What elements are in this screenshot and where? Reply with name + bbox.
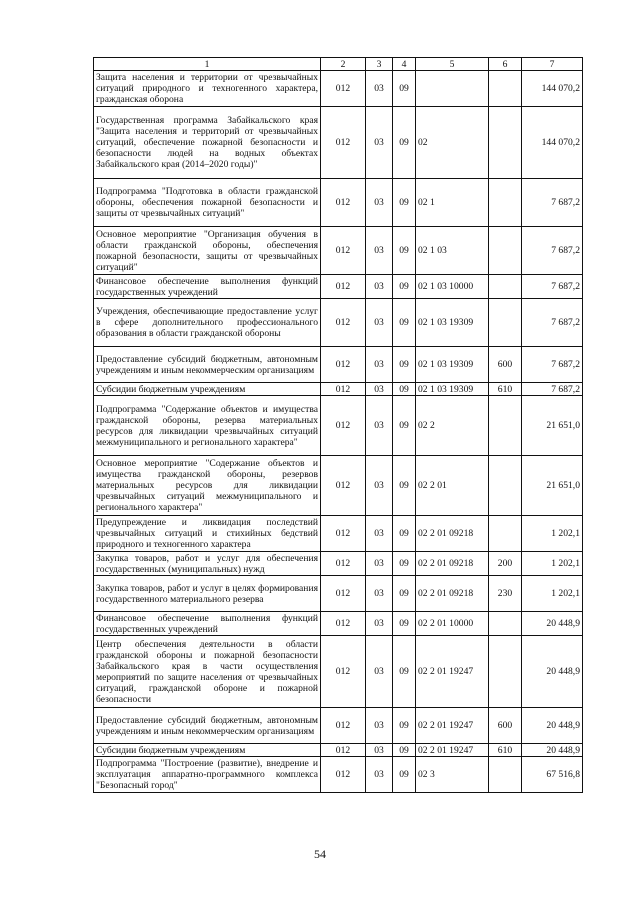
table-row xyxy=(94,275,583,299)
table-row xyxy=(94,636,583,708)
subsection-code: 09 xyxy=(393,275,416,299)
table-row xyxy=(94,179,583,227)
target-article-code: 02 1 03 19309 xyxy=(416,383,489,396)
row-name: Основное мероприятие "Организация обучения в области гражданской обороны, обеспечения пожарной безопасности, защиты от чрезвычайных ситуаций" xyxy=(94,227,321,275)
ministry-code: 012 xyxy=(321,576,366,612)
ministry-code: 012 xyxy=(321,107,366,179)
section-code: 03 xyxy=(366,576,393,612)
row-name: Субсидии бюджетным учреждениям xyxy=(94,383,321,396)
section-code: 03 xyxy=(366,456,393,516)
section-code: 03 xyxy=(366,107,393,179)
table-row xyxy=(94,576,583,612)
table-row xyxy=(94,107,583,179)
target-article-code: 02 2 01 10000 xyxy=(416,612,489,636)
table-row xyxy=(94,612,583,636)
amount: 21 651,0 xyxy=(522,456,583,516)
subsection-code: 09 xyxy=(393,179,416,227)
expense-type-code xyxy=(489,456,522,516)
table-row xyxy=(94,757,583,793)
subsection-code: 09 xyxy=(393,576,416,612)
amount: 7 687,2 xyxy=(522,383,583,396)
section-code: 03 xyxy=(366,71,393,107)
target-article-code: 02 2 01 09218 xyxy=(416,576,489,612)
expense-type-code xyxy=(489,612,522,636)
amount: 1 202,1 xyxy=(522,552,583,576)
amount: 20 448,9 xyxy=(522,708,583,744)
section-code: 03 xyxy=(366,275,393,299)
expense-type-code xyxy=(489,71,522,107)
ministry-code: 012 xyxy=(321,347,366,383)
ministry-code: 012 xyxy=(321,612,366,636)
ministry-code: 012 xyxy=(321,636,366,708)
target-article-code: 02 2 01 xyxy=(416,456,489,516)
budget-table xyxy=(93,57,583,793)
subsection-code: 09 xyxy=(393,552,416,576)
subsection-code: 09 xyxy=(393,516,416,552)
expense-type-code xyxy=(489,227,522,275)
column-header: 4 xyxy=(393,58,416,71)
table-row xyxy=(94,396,583,456)
column-header: 6 xyxy=(489,58,522,71)
target-article-code: 02 2 01 19247 xyxy=(416,708,489,744)
amount: 20 448,9 xyxy=(522,744,583,757)
expense-type-code xyxy=(489,179,522,227)
ministry-code: 012 xyxy=(321,757,366,793)
expense-type-code: 200 xyxy=(489,552,522,576)
amount: 1 202,1 xyxy=(522,576,583,612)
amount: 144 070,2 xyxy=(522,107,583,179)
section-code: 03 xyxy=(366,552,393,576)
amount: 144 070,2 xyxy=(522,71,583,107)
row-name: Подпрограмма "Подготовка в области гражданской обороны, обеспечения пожарной безопасности и защиты от чрезвычайных ситуаций" xyxy=(94,179,321,227)
amount: 7 687,2 xyxy=(522,179,583,227)
section-code: 03 xyxy=(366,227,393,275)
row-name: Государственная программа Забайкальского края "Защита населения и территорий от чрезвычайных ситуаций, обеспечение пожарной безопасности и безопасности людей на водных объектах Забайкальского края (2014–2020 годы)" xyxy=(94,107,321,179)
row-name: Основное мероприятие "Содержание объектов и имущества гражданской обороны, резервов материальных ресурсов для ликвидации чрезвычайных ситуаций межмуниципального и регионального характера" xyxy=(94,456,321,516)
amount: 21 651,0 xyxy=(522,396,583,456)
page-number: 54 xyxy=(314,847,326,861)
expense-type-code: 600 xyxy=(489,347,522,383)
ministry-code: 012 xyxy=(321,516,366,552)
subsection-code: 09 xyxy=(393,636,416,708)
expense-type-code xyxy=(489,516,522,552)
target-article-code: 02 3 xyxy=(416,757,489,793)
expense-type-code: 610 xyxy=(489,744,522,757)
target-article-code: 02 1 03 xyxy=(416,227,489,275)
subsection-code: 09 xyxy=(393,299,416,347)
ministry-code: 012 xyxy=(321,383,366,396)
target-article-code: 02 2 01 09218 xyxy=(416,552,489,576)
ministry-code: 012 xyxy=(321,71,366,107)
subsection-code: 09 xyxy=(393,612,416,636)
table-row xyxy=(94,71,583,107)
amount: 1 202,1 xyxy=(522,516,583,552)
header-row xyxy=(94,58,583,71)
target-article-code: 02 xyxy=(416,107,489,179)
section-code: 03 xyxy=(366,516,393,552)
ministry-code: 012 xyxy=(321,456,366,516)
row-name: Финансовое обеспечение выполнения функций государственных учреждений xyxy=(94,612,321,636)
target-article-code xyxy=(416,71,489,107)
section-code: 03 xyxy=(366,744,393,757)
amount: 20 448,9 xyxy=(522,612,583,636)
target-article-code: 02 1 03 19309 xyxy=(416,299,489,347)
section-code: 03 xyxy=(366,396,393,456)
target-article-code: 02 2 xyxy=(416,396,489,456)
table-row xyxy=(94,708,583,744)
ministry-code: 012 xyxy=(321,552,366,576)
row-name: Предоставление субсидий бюджетным, автономным учреждениям и иным некоммерческим организациям xyxy=(94,347,321,383)
table-row xyxy=(94,552,583,576)
amount: 67 516,8 xyxy=(522,757,583,793)
expense-type-code xyxy=(489,299,522,347)
amount: 7 687,2 xyxy=(522,275,583,299)
table-body xyxy=(94,71,583,793)
section-code: 03 xyxy=(366,636,393,708)
expense-type-code xyxy=(489,396,522,456)
table-row xyxy=(94,516,583,552)
row-name: Предоставление субсидий бюджетным, автономным учреждениям и иным некоммерческим организациям xyxy=(94,708,321,744)
column-header: 5 xyxy=(416,58,489,71)
table-row xyxy=(94,383,583,396)
subsection-code: 09 xyxy=(393,396,416,456)
ministry-code: 012 xyxy=(321,708,366,744)
target-article-code: 02 2 01 19247 xyxy=(416,636,489,708)
row-name: Учреждения, обеспечивающие предоставление услуг в сфере дополнительного профессионального образования в области гражданской обороны xyxy=(94,299,321,347)
target-article-code: 02 1 xyxy=(416,179,489,227)
target-article-code: 02 2 01 09218 xyxy=(416,516,489,552)
ministry-code: 012 xyxy=(321,179,366,227)
row-name: Центр обеспечения деятельности в области гражданской обороны и пожарной безопасности Забайкальского края в части осуществления мероприятий по защите населения от чрезвычайных ситуаций, гражданской обороне и пожарной безопасности xyxy=(94,636,321,708)
subsection-code: 09 xyxy=(393,71,416,107)
table-row xyxy=(94,456,583,516)
amount: 7 687,2 xyxy=(522,347,583,383)
subsection-code: 09 xyxy=(393,347,416,383)
expense-type-code: 610 xyxy=(489,383,522,396)
ministry-code: 012 xyxy=(321,227,366,275)
subsection-code: 09 xyxy=(393,757,416,793)
row-name: Закупка товаров, работ и услуг в целях формирования государственного материального резерва xyxy=(94,576,321,612)
expense-type-code xyxy=(489,757,522,793)
target-article-code: 02 1 03 10000 xyxy=(416,275,489,299)
ministry-code: 012 xyxy=(321,744,366,757)
subsection-code: 09 xyxy=(393,708,416,744)
ministry-code: 012 xyxy=(321,299,366,347)
expense-type-code: 230 xyxy=(489,576,522,612)
row-name: Закупка товаров, работ и услуг для обеспечения государственных (муниципальных) нужд xyxy=(94,552,321,576)
expense-type-code xyxy=(489,636,522,708)
ministry-code: 012 xyxy=(321,396,366,456)
section-code: 03 xyxy=(366,347,393,383)
expense-type-code xyxy=(489,107,522,179)
amount: 7 687,2 xyxy=(522,299,583,347)
row-name: Подпрограмма "Построение (развитие), внедрение и эксплуатация аппаратно-программного комплекса "Безопасный город" xyxy=(94,757,321,793)
ministry-code: 012 xyxy=(321,275,366,299)
table-row xyxy=(94,227,583,275)
subsection-code: 09 xyxy=(393,744,416,757)
table-row xyxy=(94,744,583,757)
table-row xyxy=(94,299,583,347)
section-code: 03 xyxy=(366,299,393,347)
expense-type-code xyxy=(489,275,522,299)
column-header: 1 xyxy=(94,58,321,71)
row-name: Субсидии бюджетным учреждениям xyxy=(94,744,321,757)
target-article-code: 02 2 01 19247 xyxy=(416,744,489,757)
row-name: Защита населения и территории от чрезвычайных ситуаций природного и техногенного характера, гражданская оборона xyxy=(94,71,321,107)
section-code: 03 xyxy=(366,708,393,744)
amount: 7 687,2 xyxy=(522,227,583,275)
row-name: Финансовое обеспечение выполнения функций государственных учреждений xyxy=(94,275,321,299)
section-code: 03 xyxy=(366,179,393,227)
section-code: 03 xyxy=(366,383,393,396)
subsection-code: 09 xyxy=(393,227,416,275)
column-header: 7 xyxy=(522,58,583,71)
table-row xyxy=(94,347,583,383)
subsection-code: 09 xyxy=(393,107,416,179)
section-code: 03 xyxy=(366,612,393,636)
subsection-code: 09 xyxy=(393,383,416,396)
section-code: 03 xyxy=(366,757,393,793)
row-name: Подпрограмма "Содержание объектов и имущества гражданской обороны, резерва материальных ресурсов для ликвидации чрезвычайных ситуаций межмуниципального и регионального характера" xyxy=(94,396,321,456)
amount: 20 448,9 xyxy=(522,636,583,708)
row-name: Предупреждение и ликвидация последствий чрезвычайных ситуаций и стихийных бедствий природного и техногенного характера xyxy=(94,516,321,552)
column-header: 3 xyxy=(366,58,393,71)
target-article-code: 02 1 03 19309 xyxy=(416,347,489,383)
column-header: 2 xyxy=(321,58,366,71)
subsection-code: 09 xyxy=(393,456,416,516)
expense-type-code: 600 xyxy=(489,708,522,744)
